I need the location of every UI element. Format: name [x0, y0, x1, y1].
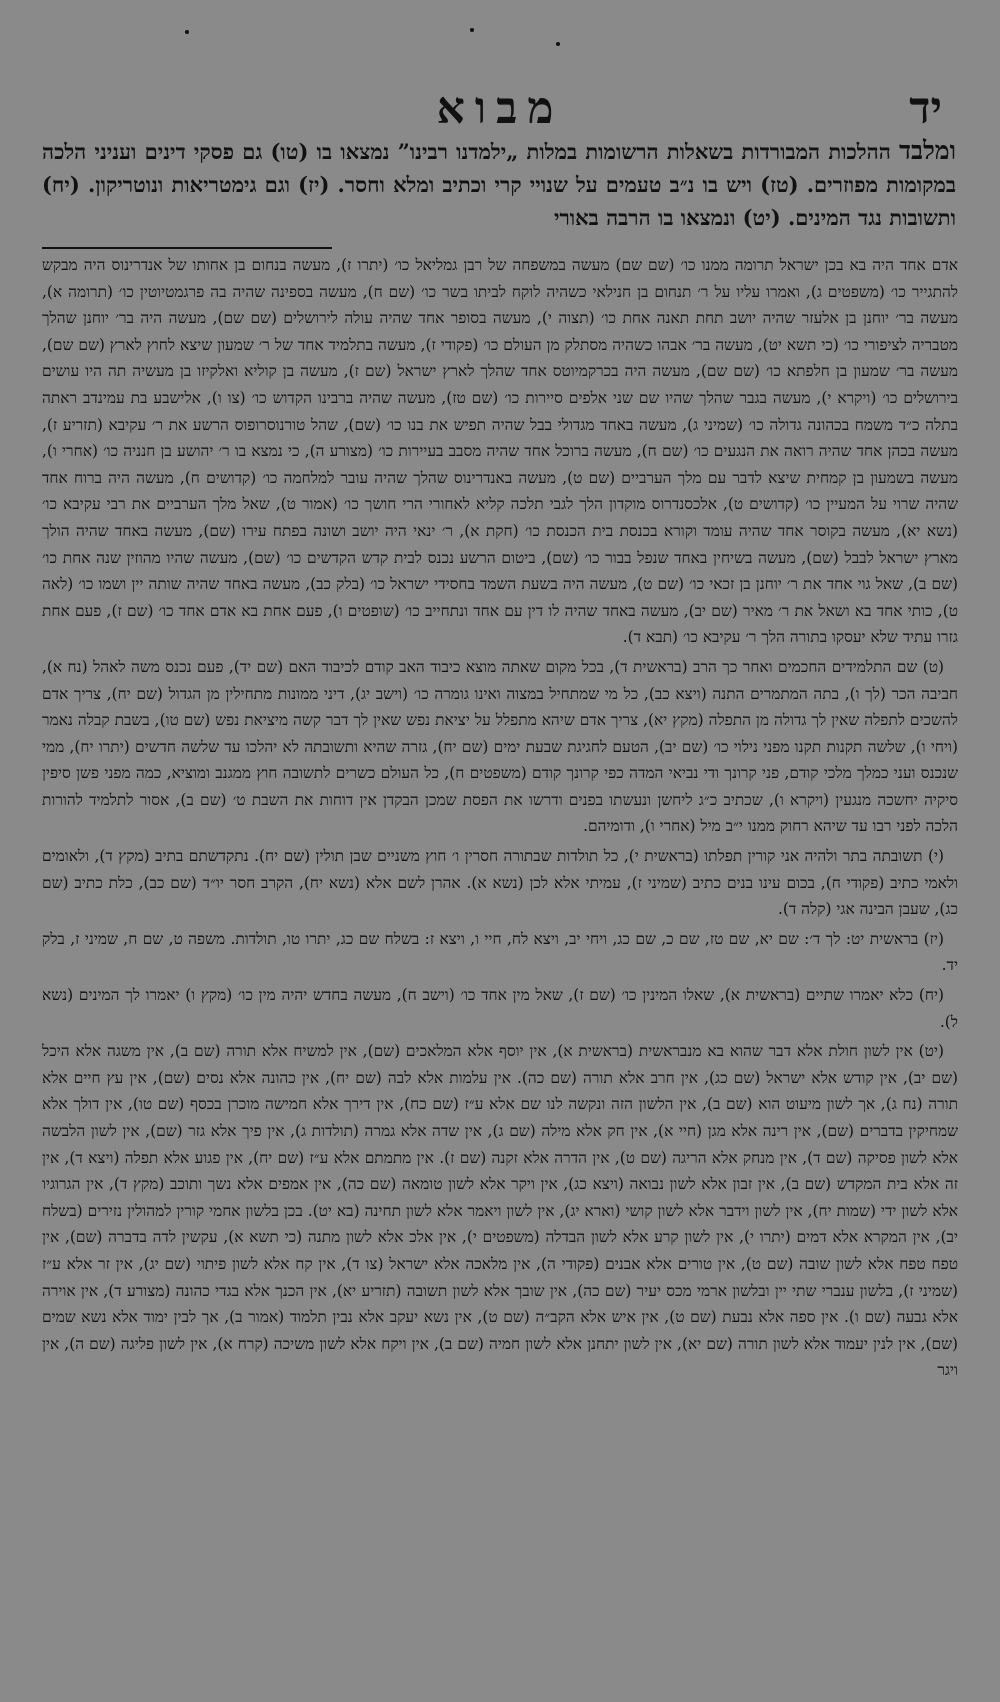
- intro-lead-word: ומלבד: [899, 136, 957, 165]
- intro-text: ההלכות המבורדות בשאלות הרשומות במלות „ילמדנו רבינו” נמצאו בו (טו) גם פסקי דינים ועניני הלכה במקומות מפוזרים. (טז) ויש בו נ״ב טעמים על שנויי קרי וכתיב ומלא וחסר. (יז) וגם גימטריאות ונוטריקון. (יח) ותשובות נגד המינים. (יט) ונמצאו בו הרבה באורי: [42, 139, 956, 230]
- page-header: [58, 78, 942, 138]
- footnote-paragraph: (ט) שם התלמידים החכמים ואחר כך הרב (בראשית ד), בכל מקום שאתה מוצא כיבוד האב קודם לכיבוד האם (שם יד), פעם נכנס משה לאהל (נח א), חביבה הכר (לך ו), בתה המתמרים התנה (ויצא כב), כל מי שמתחיל במצוה ואינו גומרה כו׳ (וישב יג), דיני ממונות מתחילין מן הגדול (שם יח), צריך אדם להשכים לתפלה שאין לך גדולה מן התפלה (מקץ יא), צריך אדם שיהא מתפלל על יציאת נפש שאין לך דבר קשה מיציאת נפש (שם טו), בשבת קבלה נאמר (ויחי ו), שלשה תקנות תקנו מפני נילוי כו׳ (שם יב), הטעם לחגיגת שבעת ימים (שם יח), גזרה שהיא ותשובתה לא יהלכו עד שלשה חדשים (יתרו יח), ממי שנכנס ועני כמלך מלכי קודם, פני קרונך ודי נביאי המדה כפי קרונך קודם (משפטים ח), כל העולם כשרים לתשובה חוץ ממגנב ומוציא, כמה מפני פשן סיפין סיקיה יחשכה מנגעין (ויקרא ו), שכתיב כ״ג ליחשן ונעשתו בפנים ודרשו את הפסת שמכן הבקדן אין דוחות את השבת ט׳ (שם ב), אסור לתלמיד להורות הלכה לפני רבו עד שיהא רחוק ממנו י״ב מיל (אחרי ו), ודומיהם.: [42, 657, 958, 836]
- page-number: יד: [909, 82, 942, 134]
- footnote-paragraph: (יח) כלא יאמרו שתיים (בראשית א), שאלו המינין כו׳ (שם ז), שאל מין אחד כו׳ (וישב ח), מעשה בחדש יהיה מין כו׳ (מקץ ו) יאמרו לך המינים (נשא ל).: [42, 986, 958, 1031]
- page-title: מבוא: [436, 82, 564, 134]
- footnote-paragraph: (יט) אין לשון חולת אלא דבר שהוא בא מנבראשית (בראשית א), אין יוסף אלא המלאכים (שם), אין למשיח אלא תורה (שם ב), אין משגה אלא היכל (שם יב), אין קודש אלא ישראל (שם כג), אין חרב אלא תורה (שם כה). אין עלמות אלא לבה (שם יח), אין כהונה אלא נסים (שם), אין עץ חיים אלא תורה (נח ג), אך לשון מיעוט הוא (שם ב), אין הלשון הזה ונקשה לנו שם אלא ע״ז (שם כח), אין דירך אלא חמישה מוכרן בכסף (שם טו), אין דולך אלא שמחיקין בדברים (שם), אין רינה אלא מגן (חיי א), אין חק אלא מילה (שם ג), אין שדה אלא גמרה (תולדות ג), אין פיך אלא גזר (שם), אין לשון הלבשה אלא לשון פסיקה (שם ד), אין מנחק אלא הריגה (שם ט), אין הדרה אלא זקנה (שם ז). אין מתמתם אלא ע״ז (שם יח), אין פגוע אלא תפלה (ויצא ד), אין זה אלא בית המקדש (שם ב), אין זבון אלא לשון נבואה (ויצא כג), אין ויקר אלא לשון טומאה (שם כה), אין אמפים אלא נשך ותוכב (מקץ ד), אין הגרוגיו אלא לשון ידי (שמות יח), אין לשון וידבר אלא לשון קושי (וארא יג), אין לשון ויאמר אלא לשון תחינה (בא יט). בכן בלשון אחמי קורין למהולין נזירים (בשלח יב), אין המקרא אלא דמים (יתרו י), אין לשון קרע אלא לשון הבדלה (משפטים י), אין אלכ אלא לשון מתנה (כי תשא א), עקשין לדה בדברה (שם), אין טפח טפח אלא לשון שובה (שם ט), אין טורים אלא אבנים (פקודי ה), אין מלאכה אלא ישראל (צו ד), אין קח אלא לשון פיתוי (שם יג), אין זר אלא ע״ז (שמיני ז), בלשון ענברי שתי יין ובלשון ארמי מכס יעיר (שם כה), אין שובך אלא לשון תשובה (תזריע יא), אין הכנך אלא בגדי כהונה (מצורע ד), אין אוירה אלא גבעה (שם ו). אין ספה אלא נבעת (שם ט), אין איש אלא הקב״ה (שם ט), אין נשא יעקב אלא נבין תלמוד (אמור ב), אך לבין ימוד אלא נשא שמים (שם), אין לנין יעמוד אלא לשון תורה (שם יא), אין לשון יתחנן אלא לשון חמיה (שם ב), אין ויקח אלא לשון משיכה (קרח א), אין לשון פליגה (שם ה), אין ויגר: [42, 1042, 958, 1380]
- footnote-paragraph: (י) תשובתה בתר ולהיה אני קורין תפלתו (בראשית י), כל תולדות שבתורה חסרין ו׳ חוץ משניים שבן תולין (שם יח). נתקדשתם בתיב (מקץ ד), ולאומים ולאמי כתיב (פקודי ח), בכום עינו בנים כתיב (שמיני ז), עמיתי אלא לכן (נשא א). אהרן לשם אלא (נשא יח), הקרב חסר יו״ד (שם כב), כלת כתיב (שם כג), שעבן הבינה אגי (קלה ד).: [42, 847, 958, 919]
- section-divider: [42, 247, 332, 249]
- footnote-paragraph: (יז) בראשית יט: לך ד׳: שם יא, שם טז, שם כ, שם כג, ויחי יב, ויצא לח, חיי ו, ויצא ז: בשלח שם כג, יתרו טו, תולדות. משפה ט, שם ח, שמיני ז, בלק יד.: [42, 929, 958, 975]
- footnote-paragraph: אדם אחד היה בא בכן ישראל תרומה ממנו כו׳ (שם שם) מעשה במשפחה של רבן גמליאל כו׳ (יתרו ז), מעשה בנחום בן אחותו של אנדרינוס היה מבקש להתגייר כו׳ (משפטים ג), ואמרו עליו על ר׳ תנחום בן חנילאי כשהיה לוקח לביתו בשר כו׳ (שם ח), מעשה בספינה שהיה בה פרגמטיוטין כו׳ (תרומה א), מעשה בר׳ יוחנן בן אלעזר שהיה יושב תחת תאנה אחת כו׳ (תצוה י), מעשה בסופר אחד שהיה עולה לירושלים (שם שם), מעשה היה בר׳ יוחנן שהלך מטבריה לציפורי כו׳ (כי תשא יט), מעשה בר׳ אבהו כשהיה מסתלק מן העולם כו׳ (פקודי ז), מעשה בתלמיד אחד של ר׳ שמעון שיצא לחוץ לארץ (שם שם), מעשה בר׳ שמעון בן חלפתא כו׳ (שם שם), מעשה היה בכרקמיוטס אחד שהלך לארץ ישראל (שם ז), מעשה בן קוליא ואלקיזו בן מעשיה תה היו עושים בירושלים כו׳ (ויקרא י), מעשה בגבר שהלך שהיו שם שני אלפים סיירות כו׳ (שם טז), מעשה שהיה ברבינו הקדוש כו׳ (צו ו), אלישבע בת עמינדב ראתה בתלה כ״ד משמח בכהונה גדולה כו׳ (שמיני ג), מעשה באחד מגדולי בבל שהיה תפיש את בנו כו׳ (שם), שהל טורנוסרופוס הרשע את ר׳ עקיבא (תזריע ז), מעשה בכהן אחד שהיה רואה את הנגעים כו׳ (שם ח), מעשה ברוכל אחד שהיה מסבב בעיירות כו׳ (מצורע ה), כי נמצא בו ר׳ יהושע בן חנניה כו׳ (אחרי ו), מעשה בשמעון בן קמחית שיצא לדבר עם מלך הערביים (שם ט), מעשה באנדרינוס שהלך שהיה עובר למלחמה כו׳ (קדושים ח), מעשה היה ברוח אחד שהיה שרוי על המעיין כו׳ (קדושים ט), אלכסנדרוס מוקדון הלך לגבי תלכה קליא לאחורי הרי חושך כו׳ (אמור ט), שאל מלך הערביים את רבי עקיבא כו׳ (נשא יא), מעשה בקוסר אחד שהיה עומד וקורא בכנסת בית הכנסת כו׳ (חקת א), ר׳ ינאי היה יושב ושונה בפתח עירו (שם), מעשה באחד שהיה הולך מארץ ישראל לבבל (שם), מעשה בשיחין באחד שנפל בבור כו׳ (שם), ביטום הרשע נכנס לבית קדש הקדשים כו׳ (שם), מעשה שהיו מהוזין שנה אחת כו׳ (שם ב), שאל גוי אחד את ר׳ יוחנן בן זכאי כו׳ (שם ט), מעשה היה בשעת השמד בחסידי ישראל כו׳ (בלק כב), מעשה באחד שהיה שותה יין ושמו כו׳ (לאה ט), כותי אחד בא ושאל את ר׳ מאיר (שם יב), מעשה באחד שהיה לו דין עם אחד ונתחייב כו׳ (שופטים ו), פעם אחת בא אדם אחד כו׳ (שם ז), פעם אחת גזרו עתיד שלא יעסקו בתורה הלך ר׳ עקיבא כו׳ (תבא ד).: [42, 256, 958, 647]
- footnotes-body: [42, 252, 958, 1682]
- page-edge-marks: [0, 28, 1000, 48]
- intro-paragraph: [42, 134, 956, 234]
